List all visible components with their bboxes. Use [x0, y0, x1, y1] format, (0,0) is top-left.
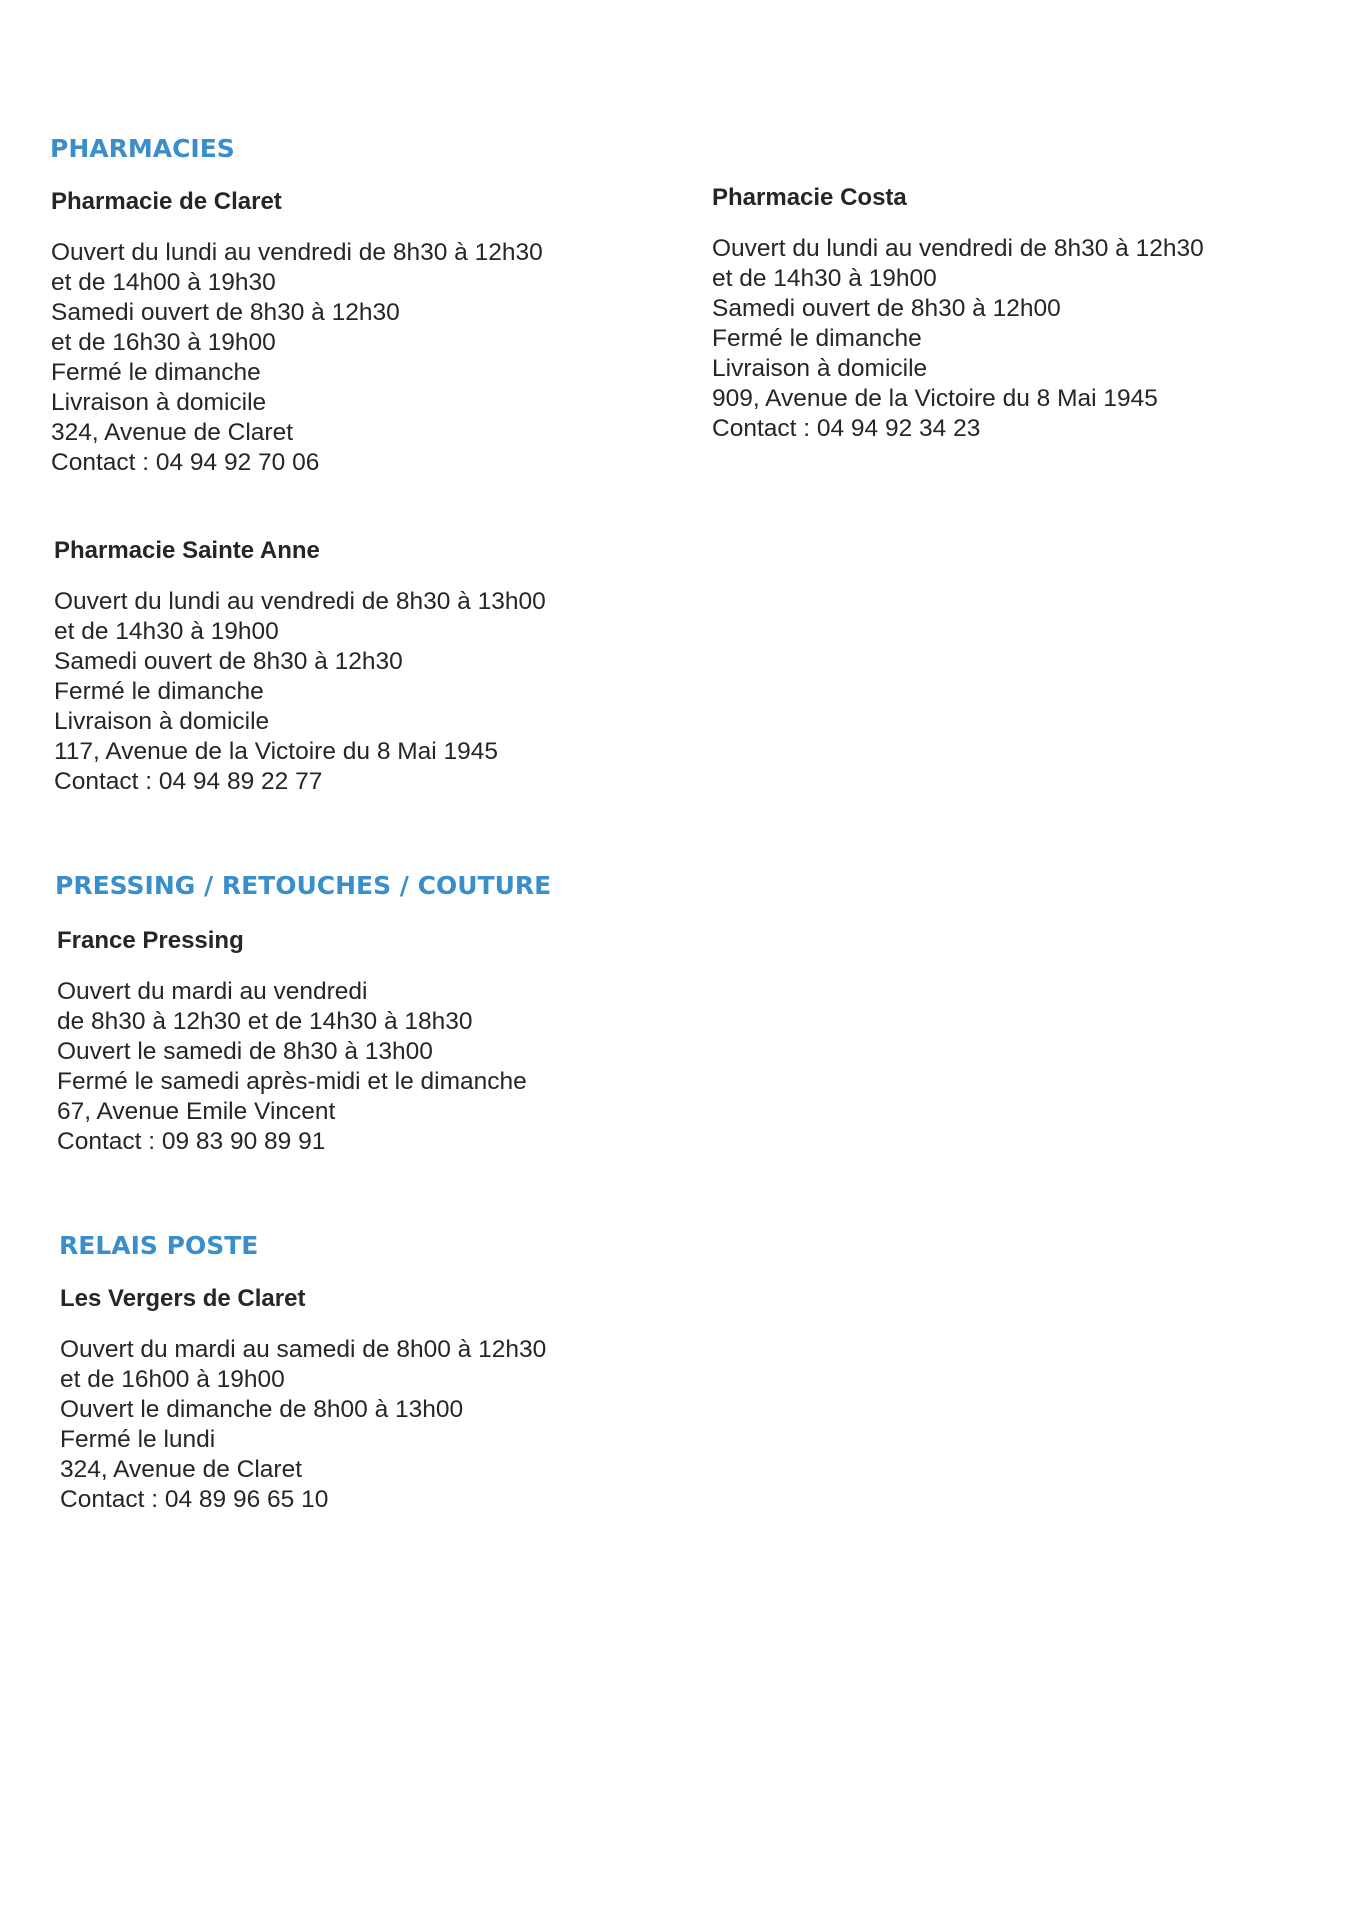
delivery-line: Livraison à domicile: [712, 355, 928, 382]
address-line: 909, Avenue de la Victoire du 8 Mai 1945: [712, 385, 1158, 412]
delivery-line: Livraison à domicile: [51, 389, 267, 416]
entry-title: France Pressing: [57, 927, 244, 954]
hours-line: et de 14h30 à 19h00: [54, 618, 279, 645]
hours-line: et de 14h30 à 19h00: [712, 265, 937, 292]
closed-line: Fermé le dimanche: [712, 325, 922, 352]
contact-line: Contact : 04 94 92 34 23: [712, 415, 981, 442]
entry-france-pressing: [57, 927, 527, 1157]
contact-line: Contact : 04 89 96 65 10: [60, 1486, 329, 1513]
hours-line: Ouvert du mardi au vendredi: [57, 978, 368, 1005]
entry-title: Pharmacie de Claret: [51, 188, 282, 215]
hours-line: de 8h30 à 12h30 et de 14h30 à 18h30: [57, 1008, 473, 1035]
entry-pharmacie-costa: [712, 184, 1204, 444]
address-line: 324, Avenue de Claret: [60, 1456, 303, 1483]
contact-line: Contact : 04 94 92 70 06: [51, 449, 320, 476]
delivery-line: Livraison à domicile: [54, 708, 270, 735]
section-heading-relais-poste: RELAIS POSTE: [59, 1231, 259, 1260]
closed-line: Fermé le lundi: [60, 1426, 216, 1453]
entry-details: [60, 1335, 546, 1515]
entry-title: Les Vergers de Claret: [60, 1285, 306, 1312]
entry-details: [54, 587, 546, 797]
entry-details: [57, 977, 527, 1157]
address-line: 67, Avenue Emile Vincent: [57, 1098, 336, 1125]
hours-line: et de 16h00 à 19h00: [60, 1366, 285, 1393]
hours-line: et de 14h00 à 19h30: [51, 269, 276, 296]
section-heading-pressing: PRESSING / RETOUCHES / COUTURE: [55, 871, 552, 900]
hours-line: Samedi ouvert de 8h30 à 12h00: [712, 295, 1061, 322]
entry-les-vergers-de-claret: [60, 1285, 546, 1515]
hours-line: et de 16h30 à 19h00: [51, 329, 276, 356]
hours-line: Ouvert le samedi de 8h30 à 13h00: [57, 1038, 433, 1065]
address-line: 324, Avenue de Claret: [51, 419, 294, 446]
entry-details: [51, 238, 543, 478]
hours-line: Ouvert du lundi au vendredi de 8h30 à 13h00: [54, 588, 546, 615]
contact-line: Contact : 09 83 90 89 91: [57, 1128, 326, 1155]
hours-line: Ouvert du lundi au vendredi de 8h30 à 12h30: [712, 235, 1204, 262]
closed-line: Fermé le samedi après-midi et le dimanche: [57, 1068, 527, 1095]
entry-title: Pharmacie Costa: [712, 184, 907, 211]
hours-line: Ouvert du mardi au samedi de 8h00 à 12h30: [60, 1336, 547, 1363]
hours-line: Ouvert du lundi au vendredi de 8h30 à 12h30: [51, 239, 543, 266]
entry-details: [712, 234, 1204, 444]
entry-title: Pharmacie Sainte Anne: [54, 537, 320, 564]
entry-pharmacie-de-claret: [51, 188, 543, 478]
section-heading-pharmacies: PHARMACIES: [50, 134, 235, 163]
hours-line: Samedi ouvert de 8h30 à 12h30: [51, 299, 400, 326]
closed-line: Fermé le dimanche: [51, 359, 261, 386]
hours-line: Ouvert le dimanche de 8h00 à 13h00: [60, 1396, 464, 1423]
contact-line: Contact : 04 94 89 22 77: [54, 768, 323, 795]
entry-pharmacie-sainte-anne: [54, 537, 546, 797]
address-line: 117, Avenue de la Victoire du 8 Mai 1945: [54, 738, 499, 765]
closed-line: Fermé le dimanche: [54, 678, 264, 705]
hours-line: Samedi ouvert de 8h30 à 12h30: [54, 648, 403, 675]
